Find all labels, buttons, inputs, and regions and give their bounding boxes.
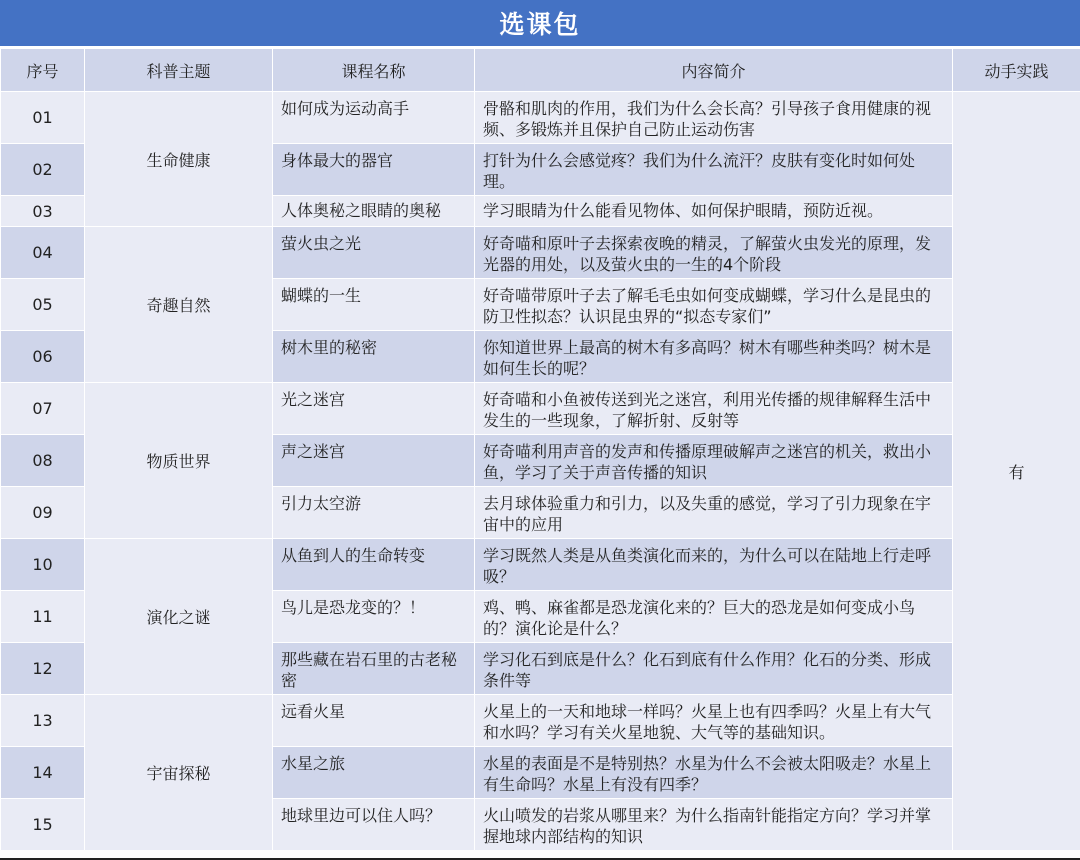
course-name: 树木里的秘密 bbox=[273, 331, 475, 383]
course-name: 水星之旅 bbox=[273, 747, 475, 799]
row-index: 06 bbox=[1, 331, 85, 383]
table-title: 选课包 bbox=[0, 0, 1080, 46]
course-summary: 骨骼和肌肉的作用，我们为什么会长高？引导孩子食用健康的视频、多锻炼并且保护自己防止运动伤害 bbox=[475, 92, 953, 144]
table-row bbox=[1, 227, 1080, 279]
course-summary: 好奇喵和原叶子去探索夜晚的精灵，了解萤火虫发光的原理，发光器的用处，以及萤火虫的一生的4个阶段 bbox=[475, 227, 953, 279]
header-topic: 科普主题 bbox=[85, 49, 273, 92]
course-summary: 火山喷发的岩浆从哪里来？为什么指南针能指定方向？学习并掌握地球内部结构的知识 bbox=[475, 799, 953, 851]
topic-cell: 生命健康 bbox=[85, 92, 273, 227]
course-name: 引力太空游 bbox=[273, 487, 475, 539]
course-summary: 鸡、鸭、麻雀都是恐龙演化来的？巨大的恐龙是如何变成小鸟的？演化论是什么？ bbox=[475, 591, 953, 643]
practice-cell: 有 bbox=[953, 92, 1080, 851]
course-name: 身体最大的器官 bbox=[273, 144, 475, 196]
topic-cell: 物质世界 bbox=[85, 383, 273, 539]
header-summary: 内容简介 bbox=[475, 49, 953, 92]
row-index: 02 bbox=[1, 144, 85, 196]
course-summary: 学习化石到底是什么？化石到底有什么作用？化石的分类、形成条件等 bbox=[475, 643, 953, 695]
course-table bbox=[0, 48, 1080, 851]
course-name: 光之迷宫 bbox=[273, 383, 475, 435]
course-name: 萤火虫之光 bbox=[273, 227, 475, 279]
course-summary: 你知道世界上最高的树木有多高吗？树木有哪些种类吗？树木是如何生长的呢？ bbox=[475, 331, 953, 383]
course-name: 从鱼到人的生命转变 bbox=[273, 539, 475, 591]
row-index: 08 bbox=[1, 435, 85, 487]
row-index: 10 bbox=[1, 539, 85, 591]
table-row bbox=[1, 539, 1080, 591]
row-index: 13 bbox=[1, 695, 85, 747]
table-row bbox=[1, 92, 1080, 144]
course-name: 地球里边可以住人吗？ bbox=[273, 799, 475, 851]
row-index: 15 bbox=[1, 799, 85, 851]
row-index: 09 bbox=[1, 487, 85, 539]
topic-cell: 演化之谜 bbox=[85, 539, 273, 695]
course-summary: 学习眼睛为什么能看见物体、如何保护眼睛，预防近视。 bbox=[475, 196, 953, 227]
course-summary: 打针为什么会感觉疼？我们为什么流汗？皮肤有变化时如何处理。 bbox=[475, 144, 953, 196]
course-name: 声之迷宫 bbox=[273, 435, 475, 487]
row-index: 07 bbox=[1, 383, 85, 435]
row-index: 03 bbox=[1, 196, 85, 227]
table-row bbox=[1, 383, 1080, 435]
course-summary: 学习既然人类是从鱼类演化而来的，为什么可以在陆地上行走呼吸？ bbox=[475, 539, 953, 591]
course-summary: 水星的表面是不是特别热？水星为什么不会被太阳吸走？水星上有生命吗？水星上有没有四季？ bbox=[475, 747, 953, 799]
course-summary: 火星上的一天和地球一样吗？火星上也有四季吗？火星上有大气和水吗？学习有关火星地貌、大气等的基础知识。 bbox=[475, 695, 953, 747]
header-row bbox=[1, 49, 1080, 92]
table-row bbox=[1, 695, 1080, 747]
topic-cell: 宇宙探秘 bbox=[85, 695, 273, 851]
course-name: 那些藏在岩石里的古老秘密 bbox=[273, 643, 475, 695]
row-index: 05 bbox=[1, 279, 85, 331]
course-summary: 去月球体验重力和引力，以及失重的感觉，学习了引力现象在宇宙中的应用 bbox=[475, 487, 953, 539]
header-index: 序号 bbox=[1, 49, 85, 92]
row-index: 04 bbox=[1, 227, 85, 279]
row-index: 11 bbox=[1, 591, 85, 643]
course-name: 鸟儿是恐龙变的？！ bbox=[273, 591, 475, 643]
row-index: 14 bbox=[1, 747, 85, 799]
course-summary: 好奇喵利用声音的发声和传播原理破解声之迷宫的机关，救出小鱼，学习了关于声音传播的知识 bbox=[475, 435, 953, 487]
topic-cell: 奇趣自然 bbox=[85, 227, 273, 383]
course-summary: 好奇喵带原叶子去了解毛毛虫如何变成蝴蝶，学习什么是昆虫的防卫性拟态？认识昆虫界的“拟态专家们” bbox=[475, 279, 953, 331]
course-name: 如何成为运动高手 bbox=[273, 92, 475, 144]
row-index: 12 bbox=[1, 643, 85, 695]
course-name: 人体奥秘之眼睛的奥秘 bbox=[273, 196, 475, 227]
row-index: 01 bbox=[1, 92, 85, 144]
header-course: 课程名称 bbox=[273, 49, 475, 92]
course-name: 远看火星 bbox=[273, 695, 475, 747]
course-summary: 好奇喵和小鱼被传送到光之迷宫，利用光传播的规律解释生活中发生的一些现象，了解折射、反射等 bbox=[475, 383, 953, 435]
header-practice: 动手实践 bbox=[953, 49, 1080, 92]
course-name: 蝴蝶的一生 bbox=[273, 279, 475, 331]
